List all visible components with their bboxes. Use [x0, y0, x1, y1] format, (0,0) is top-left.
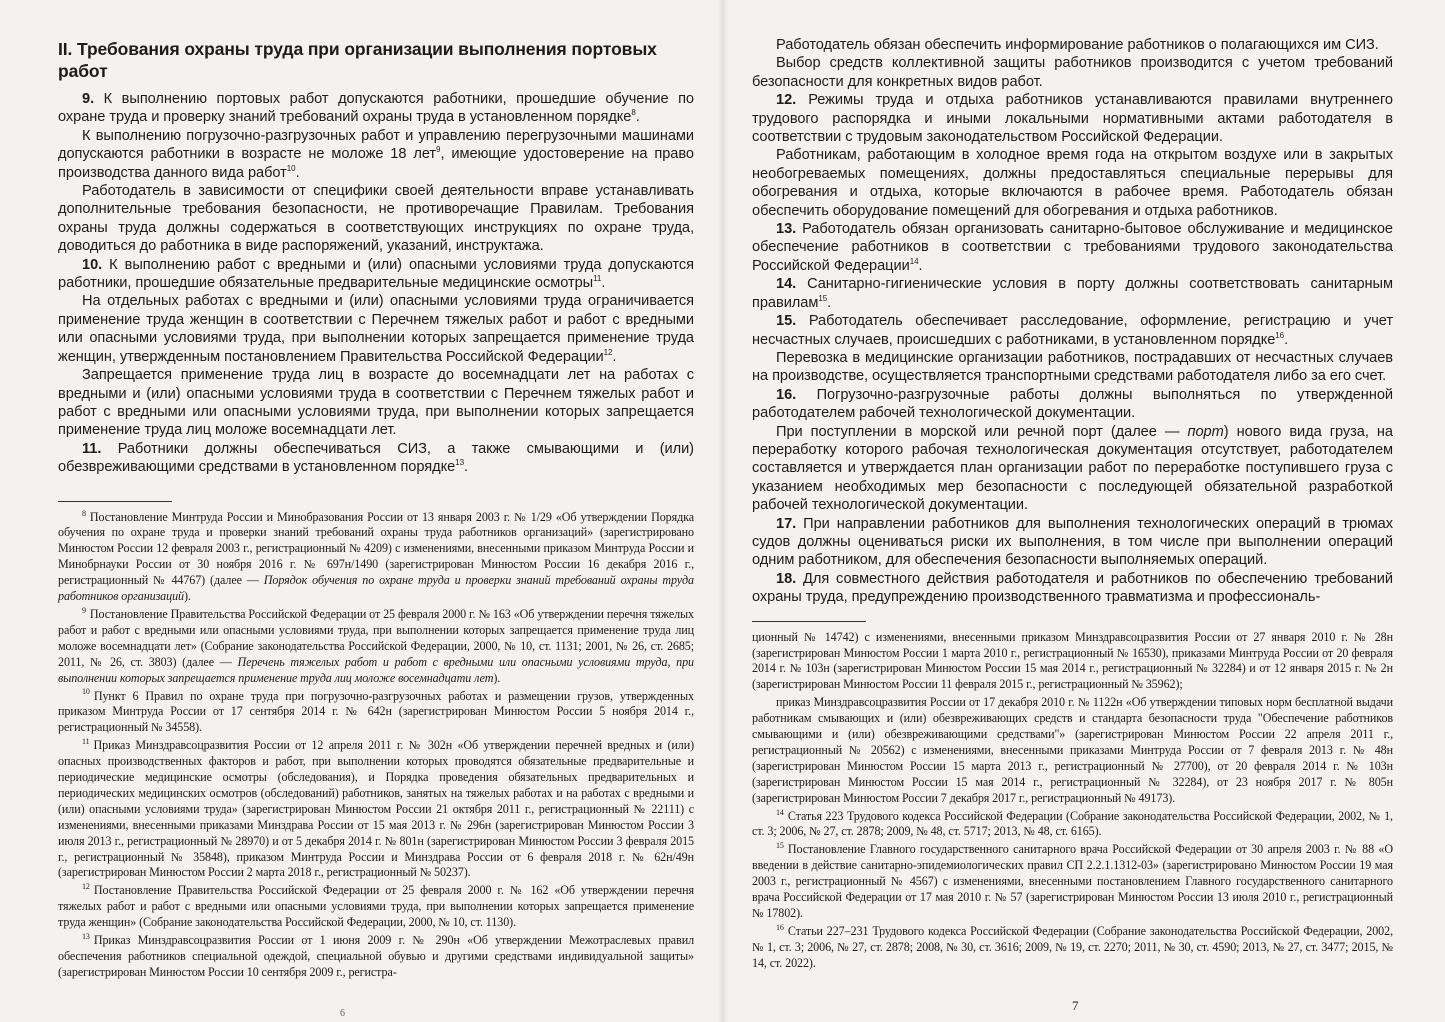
footnote-text: Приказ Минздравсоцразвития России от 1 июня 2009 г. № 290н «Об утверждении Межотраслевых правил обеспечения работников специальной одеждой, специальной обувью и другими средствами индивидуальной защиты» (зарегистрирован Минюстом России 10 сентября 2009 г., регистра-: [58, 933, 694, 979]
paragraph-text: К выполнению работ с вредными и (или) опасными условиями труда допускаются работники, прошедшие обязательные предварительные медицинские осмотры: [58, 256, 694, 292]
footnote-text: Постановление Правительства Российской Федерации от 25 февраля 2000 г. № 162 «Об утверждении перечня тяжелых работ и работ с вредными или опасными условиями труда, при выполнении которых запрещается применение труда женщин» (Собрание законодательства Российской Федерации, 2000, № 10, ст. 1130).: [58, 883, 694, 930]
footnote-ref: 13: [455, 458, 464, 468]
paragraph-18: [752, 570, 1393, 607]
paragraph: К выполнению погрузочно-разгрузочных работ и управлению перегрузочными машинами допускаются работники в возрасте не моложе 18 лет$^9$, имеющие удостоверение на право производства данного вида работ$^{10}$.: [58, 127, 694, 181]
paragraph: Перевозка в медицинские организации работников, пострадавших от несчастных случаев на производстве, осуществляется транспортными средствами работодателя либо за его счет.: [752, 349, 1393, 385]
footnote-13: [58, 933, 694, 981]
paragraph-11: 11. Работники должны обеспечиваться СИЗ, а также смывающими и (или) обезвреживающими средствами в установленном порядке$^{13}$.: [58, 440, 694, 476]
item-number: 11.: [82, 440, 102, 457]
footnote-number: 15: [776, 841, 784, 851]
footnote-ref: 15: [818, 293, 828, 303]
page-number: 6: [340, 1008, 345, 1019]
item-number: 10.: [82, 256, 103, 273]
footnote-text: Статья 223 Трудового кодекса Российской Федерации (Собрание законодательства Российской Федерации, 2002, № 1, ст. 3; 2006, № 27, ст. 2878; 2009, № 48, ст. 5717; 2013, № 48, ст. 6165).: [752, 808, 1393, 839]
footnote-number: 10: [82, 687, 90, 697]
item-number: 12.: [776, 92, 797, 109]
footnote-8: [58, 510, 694, 605]
paragraph-9: 9. К выполнению портовых работ допускаются работники, прошедшие обучение по охране труда и проверку знаний требований охраны труда в установленном порядке$^8$.: [58, 91, 694, 126]
paragraph-text: ) нового вида груза, на переработку которого рабочая технологическая документация отсутствует, работодателем составляется и утверждается план организации работ по переработке поступившего груза с указанием необходимых мер безопасности с последующей обязательной разработкой рабочей технологической документации.: [752, 423, 1393, 514]
footnote-number: 13: [82, 932, 90, 942]
paragraph: Работодатель в зависимости от специфики своей деятельности вправе устанавливать дополнительные требования безопасности, не противоречащие Правилам. Требования охраны труда должны содержаться в соответствующих инструкциях по охране труда, доводиться до работника в виде распоряжений, указаний, инструктажа.: [58, 183, 694, 255]
paragraph-text: К выполнению погрузочно-разгрузочных работ и управлению перегрузочными машинами допускаются работники в возрасте не моложе 18 лет: [58, 127, 694, 163]
footnote-text: Пункт 6 Правил по охране труда при погрузочно-разгрузочных работах и размещении грузов, утвержденных приказом Минтруда России от 17 сентября 2014 г. № 642н (зарегистрирован Минюстом России 5 ноября 2014 г., регистрационный № 34558).: [58, 688, 694, 735]
footnote-divider: [58, 501, 172, 502]
paragraph: Запрещается применение труда лиц в возрасте до восемнадцати лет на работах с вредными и (или) опасными условиями труда в соответствии с Перечнем тяжелых работ и работ с вредными или опасными условиями труда, при выполнении которых запрещается применение труда лиц моложе восемнадцати лет.: [58, 367, 694, 439]
defined-term: порт: [1187, 423, 1224, 440]
footnote-ref: 12: [603, 347, 613, 357]
footnote-text: Приказ Минздравсоцразвития России от 12 апреля 2011 г. № 302н «Об утверждении перечней вредных и (или) опасных производственных факторов и работ, при выполнении которых проводятся обязательные предварительные и периодические медицинские осмотры (обследования), и Порядка проведения обязательных предварительных и периодических медицинских осмотров (обследований) работников, занятых на тяжелых работах и на работах с вредными и (или) опасными условиями труда» (зарегистрирован Минюстом России 21 октября 2011 г., регистрационный № 22111) с изменениями, внесенными приказами Минздрава России от 15 мая 2013 г. № 296н (зарегистрирован Минюстом России 3 июля 2013 г., регистрационный № 28970) и от 5 декабря 2014 г. № 801н (зарегистрирован Минюстом России 3 февраля 2015 г., регистрационный № 35848), приказом Минтруда России и Минздрава России от 6 февраля 2018 г. № 62н/49н (зарегистрирован Минюстом России 2 марта 2018 г., регистрационный № 50237).: [58, 738, 694, 880]
footnote-text: Статьи 227–231 Трудового кодекса Российской Федерации (Собрание законодательства Российской Федерации, 2002, № 1, ст. 3; 2006, № 27, ст. 2878; 2008, № 30, ст. 3616; 2009, № 19, ст. 2270; 2011, № 30, ст. 4590; 2013, № 27, ст. 3477; 2015, № 14, ст. 2022).: [752, 923, 1393, 970]
footnote-14: [752, 809, 1393, 841]
left-body-text: [58, 90, 694, 477]
footnote-ref: 14: [909, 257, 919, 267]
paragraph-text: Погрузочно-разгрузочные работы должны выполняться по утвержденной работодателем рабочей технологической документации.: [752, 386, 1393, 422]
footnote-16: [752, 924, 1393, 972]
paragraph-14: 14. Санитарно-гигиенические условия в порту должны соответствовать санитарным правилам$^{15}$.: [752, 276, 1393, 311]
item-number: 9.: [82, 91, 95, 107]
footnote-divider: [752, 621, 866, 622]
item-number: 15.: [776, 313, 797, 330]
paragraph-15: 15. Работодатель обеспечивает расследование, оформление, регистрацию и учет несчастных случаев, происшедших с работниками, в установленном порядке$^{16}$.: [752, 313, 1393, 348]
item-number: 17.: [776, 515, 797, 532]
footnote-number: 12: [82, 882, 90, 892]
section-heading: II. Требования охраны труда при организации выполнения портовых работ: [58, 39, 657, 81]
paragraph: [752, 423, 1393, 515]
footnote-text: ).: [183, 589, 191, 604]
paragraph: На отдельных работах с вредными и (или) опасными условиями труда ограничивается применение труда женщин в соответствии с Перечнем тяжелых работ и работ с вредными или опасными условиями труда, при выполнении которых запрещается применение труда женщин, утвержденным постановлением Правительства Российской Федерации$^{12}$.: [58, 293, 694, 365]
paragraph-17: [752, 515, 1393, 570]
paragraph-text: Работодатель обязан организовать санитарно-бытовое обслуживание и медицинское обеспечение работников в соответствии с требованиями трудового законодательства Российской Федерации: [752, 221, 1393, 274]
footnote-ref: 10: [286, 163, 296, 173]
paragraph-13: 13. Работодатель обязан организовать санитарно-бытовое обслуживание и медицинское обеспечение работников в соответствии с требованиями трудового законодательства Российской Федерации$^{14}$.: [752, 221, 1393, 274]
footnote-term: Порядок обучения по охране труда и проверки знаний требований охраны труда работников организаций: [58, 573, 694, 604]
paragraph-text: , имеющие удостоверение на право производства данного вида работ: [58, 146, 694, 181]
paragraph-text: При направлении работников для выполнения технологических операций в трюмах судов должны оцениваться риски их выполнения, в том числе при выполнении операций одним работником, для обеспечения безопасности выполняемых операций.: [752, 515, 1393, 569]
footnote-number: 11: [82, 737, 90, 747]
footnote-11: [58, 738, 694, 881]
footnote-number: 14: [776, 807, 784, 817]
footnote-12: [58, 883, 694, 931]
page-number: 7: [1072, 998, 1079, 1013]
paragraph-16: [752, 386, 1393, 423]
footnote-number: 8: [82, 508, 86, 518]
footnote-number: 16: [776, 922, 784, 932]
paragraph-text: Санитарно-гигиенические условия в порту должны соответствовать санитарным правилам: [752, 276, 1393, 311]
item-number: 16.: [776, 386, 797, 403]
item-number: 18.: [776, 570, 797, 587]
footnote-ref: 11: [593, 274, 602, 284]
footnote-9: [58, 607, 694, 687]
item-number: 14.: [776, 276, 797, 293]
right-body-text: [752, 36, 1393, 607]
footnote-term: Перечень тяжелых работ и работ с вредными или опасными условиями труда, при выполнении которых запрещается применение труда лиц моложе восемнадцати лет: [58, 654, 694, 685]
footnote-ref: 9: [436, 145, 441, 155]
paragraph-text: К выполнению портовых работ допускаются работники, прошедшие обучение по охране труда и проверку знаний требований охраны труда в установленном порядке: [58, 91, 694, 126]
footnote-text: Постановление Главного государственного санитарного врача Российской Федерации от 30 апреля 2003 г. № 88 «О введении в действие санитарно-эпидемиологических правил СП 2.2.1.1312-03» (зарегистрировано Минюстом России 19 мая 2003 г., регистрационный № 4567) с изменениями, внесенными постановлением Главного государственного санитарного врача Российской Федерации от 17 мая 2010 г. № 57 (зарегистрирован Минюстом России 13 июля 2010 г., регистрационный № 17802).: [752, 842, 1393, 920]
footnote-10: [58, 689, 694, 737]
footnote-13-continued: приказ Минздравсоцразвития России от 17 декабря 2010 г. № 1122н «Об утверждении типовых норм бесплатной выдачи работникам смывающих и (или) обезвреживающих средств и стандарта безопасности труда "Обеспечение работников смывающими и (или) обезвреживающими средствами"» (зарегистрирован Минюстом России 22 апреля 2011 г., регистрационный № 20562) с изменениями, внесенными приказами Минтруда России от 7 февраля 2013 г. № 48н (зарегистрирован Минюстом России 15 марта 2013 г., регистрационный № 27700), от 20 февраля 2014 г. № 103н (зарегистрирован Минюстом России 15 мая 2014 г., регистрационный № 32284), от 23 ноября 2017 г. № 805н (зарегистрирован Минюстом России 7 декабря 2017 г., регистрационный № 49173).: [752, 695, 1393, 805]
paragraph: Выбор средств коллективной защиты работников производится с учетом требований безопасности для конкретных видов работ.: [752, 55, 1393, 90]
paragraph: Работодатель обязан обеспечить информирование работников о полагающихся им СИЗ.: [776, 37, 1379, 53]
footnote-ref: 16: [1275, 330, 1285, 340]
footnote-text: ).: [493, 670, 501, 685]
paragraph-10: 10. К выполнению работ с вредными и (или) опасными условиями труда допускаются работники, прошедшие обязательные предварительные медицинские осмотры$^{11}$.: [58, 256, 694, 292]
footnote-text: Постановление Минтруда России и Минобразования России от 13 января 2003 г. № 1/29 «Об утверждении Порядка обучения по охране труда и проверки знаний требований охраны труда работников организаций» (зарегистрировано Минюстом России 12 февраля 2003 г., регистрационный № 4209) с изменениями, внесенными приказом Минтруда России и Минобрнауки России от 30 ноября 2016 г. № 697н/1490 (зарегистрирован Минюстом России 16 декабря 2016 г., регистрационный № 44767) (далее —: [58, 509, 694, 588]
footnote-15: [752, 842, 1393, 922]
right-page: [722, 0, 1445, 1022]
item-number: 13.: [776, 221, 797, 238]
paragraph-text: При поступлении в морской или речной порт (далее —: [776, 423, 1180, 440]
left-page: [0, 0, 722, 1022]
right-footnotes: [752, 630, 1393, 972]
footnote-number: 9: [82, 605, 86, 615]
paragraph-text: Для совместного действия работодателя и работников по обеспечению требований охраны труда, предупреждению производственного травматизма и профессиональ-: [752, 570, 1393, 606]
paragraph-12: [752, 91, 1393, 146]
footnote-ref: 8: [631, 108, 636, 118]
footnote-13-continued: ционный № 14742) с изменениями, внесенными приказом Минздравсоцразвития России от 27 января 2010 г. № 28н (зарегистрирован Минюстом России 1 марта 2010 г., регистрационный № 16530), приказами Минтруда России от 20 февраля 2014 г. № 103н (зарегистрирован Минюстом России 15 мая 2014 г., регистрационный № 32284) и от 12 января 2015 г. № 2н (зарегистрирован Минюстом России 11 февраля 2015 г., регистрационный № 35962);: [752, 629, 1393, 692]
paragraph-text: На отдельных работах с вредными и (или) опасными условиями труда ограничивается применение труда женщин в соответствии с Перечнем тяжелых работ и работ с вредными или опасными условиями труда, при выполнении которых запрещается применение труда женщин, утвержденным постановлением Правительства Российской Федерации: [58, 293, 694, 365]
paragraph-text: Режимы труда и отдыха работников устанавливаются правилами внутреннего трудового распорядка и иными локальными нормативными актами работодателя в соответствии с трудовым законодательством Российской Федерации.: [752, 92, 1393, 146]
left-footnotes: [58, 510, 694, 981]
footnote-text: Постановление Правительства Российской Федерации от 25 февраля 2000 г. № 163 «Об утверждении перечня тяжелых работ и работ с вредными или опасными условиями труда, при выполнении которых запрещается применение труда лиц моложе восемнадцати лет» (Собрание законодательства Российской Федерации, 2000, № 10, ст. 1131; 2001, № 26, ст. 2685; 2011, № 26, ст. 3803) (далее —: [58, 606, 694, 669]
paragraph: Работникам, работающим в холодное время года на открытом воздухе или в закрытых необогреваемых помещениях, должны предоставляться специальные перерывы для обогревания и отдыха, которые включаются в рабочее время. Работодатель обязан обеспечить оборудование помещений для обогревания и отдыха работников.: [752, 147, 1393, 219]
paragraph-text: Работодатель обеспечивает расследование, оформление, регистрацию и учет несчастных случаев, происшедших с работниками, в установленном порядке: [752, 313, 1393, 348]
paragraph-text: Работники должны обеспечиваться СИЗ, а также смывающими и (или) обезвреживающими средствами в установленном порядке: [58, 440, 694, 476]
